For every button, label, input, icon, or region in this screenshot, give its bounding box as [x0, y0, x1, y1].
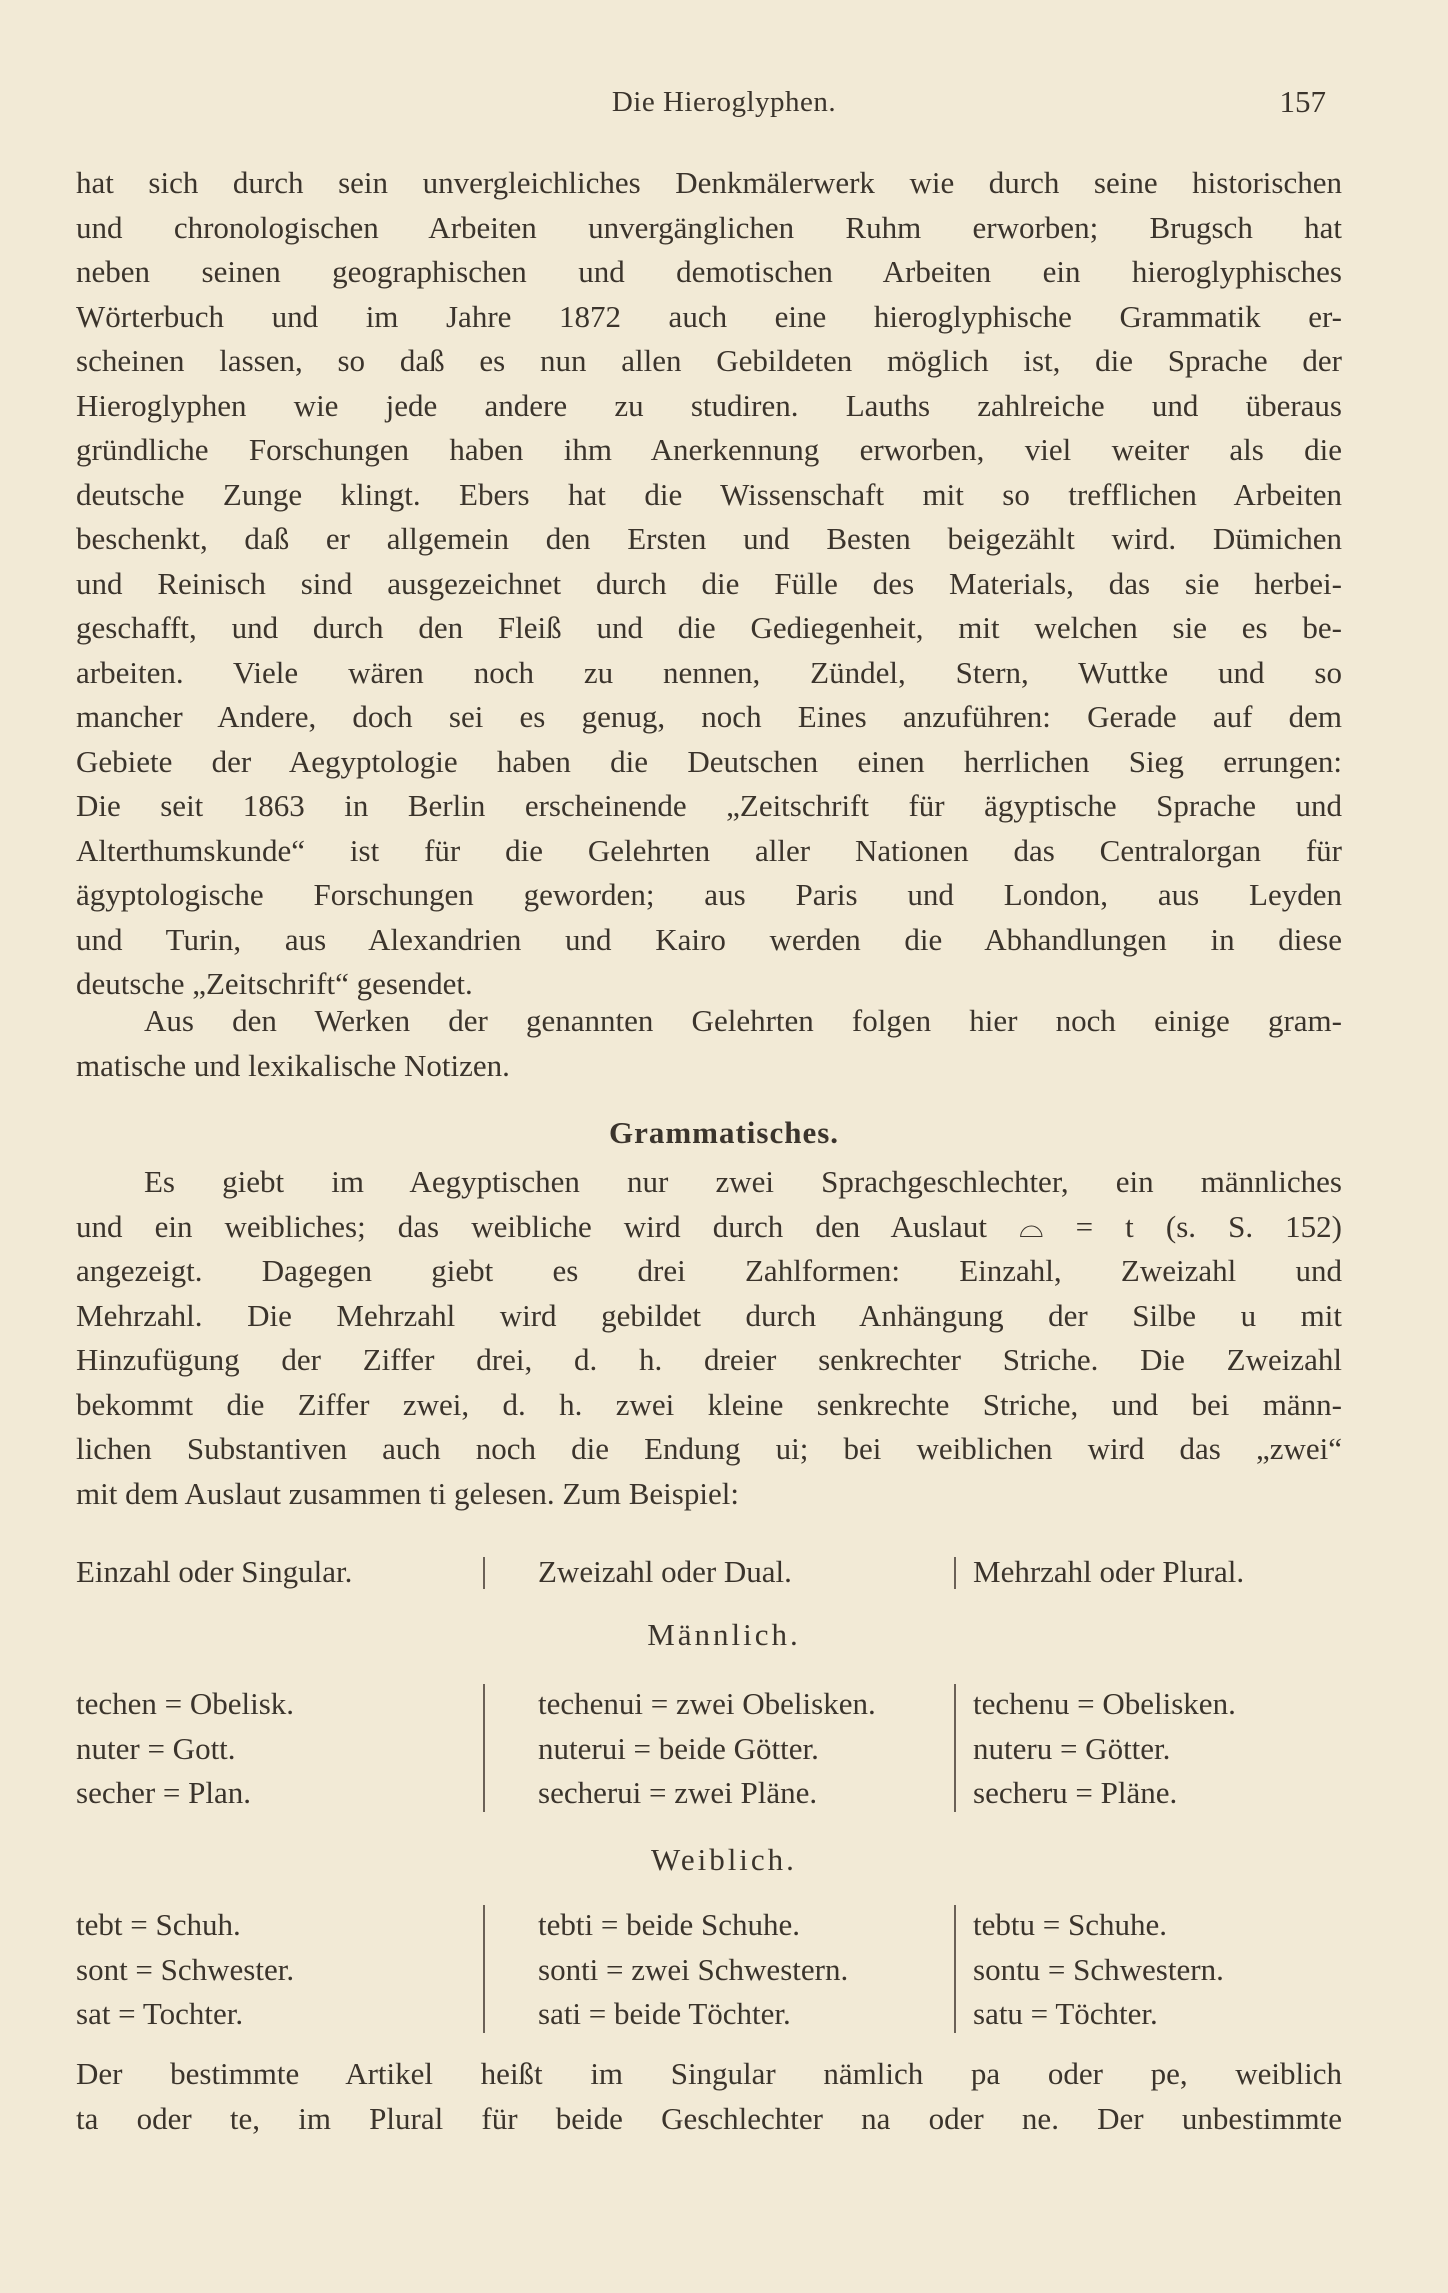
- text-line: Hieroglyphen wie jede andere zu studiren. Lauths zahlreiche und überaus: [76, 387, 1342, 423]
- text-line: lichen Substantiven auch noch die Endung ui; bei weiblichen wird das „zwei“: [76, 1431, 1342, 1466]
- text-line: ta oder te, im Plural für beide Geschlechter na oder ne. Der unbestimmte: [76, 2100, 1342, 2136]
- text-line: hat sich durch sein unvergleichliches Denkmälerwerk wie durch seine historischen: [76, 165, 1342, 200]
- column-divider: [954, 1684, 956, 1812]
- table-cell: techenu = Obelisken.: [973, 1686, 1236, 1721]
- paragraph-1: [76, 161, 1342, 1007]
- section-heading: Grammatisches.: [608, 1115, 840, 1150]
- table-cell: nuter = Gott.: [76, 1730, 236, 1766]
- table-cell: sat = Tochter.: [76, 1996, 244, 2031]
- masculine-label: Männlich.: [647, 1617, 801, 1652]
- feminine-plural-column: [973, 1903, 1224, 2037]
- text-line: mancher Andere, doch sei es genug, noch Eines anzuführen: Gerade auf dem: [76, 699, 1342, 734]
- text-line: bekommt die Ziffer zwei, d. h. zwei kleine senkrechte Striche, und bei männ-: [76, 1386, 1342, 1422]
- table-cell: satu = Töchter.: [973, 1996, 1158, 2031]
- text-line: und Turin, aus Alexandrien und Kairo werden die Abhandlungen in diese: [76, 921, 1342, 957]
- table-cell: nuteru = Götter.: [973, 1730, 1171, 1766]
- table-cell: tebtu = Schuhe.: [973, 1907, 1167, 1942]
- column-divider: [483, 1684, 485, 1812]
- text-line: und Reinisch sind ausgezeichnet durch die Fülle des Materials, das sie herbei-: [76, 565, 1342, 601]
- text-line: Alterthumskunde“ ist für die Gelehrten aller Nationen das Centralorgan für: [76, 832, 1342, 868]
- text-line: gründliche Forschungen haben ihm Anerkennung erworben, viel weiter als die: [76, 432, 1342, 467]
- text-line: mit dem Auslaut zusammen ti gelesen. Zum Beispiel:: [76, 1475, 739, 1511]
- feminine-dual-column: [538, 1903, 848, 2037]
- text-line: geschafft, und durch den Fleiß und die Gediegenheit, mit welchen sie es be-: [76, 610, 1342, 645]
- text-line: neben seinen geographischen und demotischen Arbeiten ein hieroglyphisches: [76, 254, 1342, 289]
- masculine-dual-column: [538, 1682, 876, 1816]
- text-line: Hinzufügung der Ziffer drei, d. h. dreier senkrechter Striche. Die Zweizahl: [76, 1342, 1342, 1377]
- table-cell: tebti = beide Schuhe.: [538, 1907, 800, 1942]
- text-line: beschenkt, daß er allgemein den Ersten und Besten beigezählt wird. Dümichen: [76, 521, 1342, 556]
- table-cell: secheru = Pläne.: [973, 1775, 1178, 1810]
- table-cell: sati = beide Töchter.: [538, 1996, 791, 2031]
- table-cell: sont = Schwester.: [76, 1951, 295, 1987]
- feminine-label: Weiblich.: [651, 1842, 797, 1877]
- feminine-singular-column: [76, 1903, 294, 2037]
- text-line: deutsche „Zeitschrift“ gesendet.: [76, 966, 473, 1001]
- table-cell: techenui = zwei Obelisken.: [538, 1686, 876, 1721]
- text-line: scheinen lassen, so daß es nun allen Gebildeten möglich ist, die Sprache der: [76, 343, 1342, 378]
- masculine-plural-column: [973, 1682, 1236, 1816]
- running-title: Die Hieroglyphen.: [611, 86, 837, 118]
- text-line: Der bestimmte Artikel heißt im Singular nämlich pa oder pe, weiblich: [76, 2056, 1342, 2091]
- column-divider: [483, 1905, 485, 2033]
- column-divider: [954, 1905, 956, 2033]
- text-line: arbeiten. Viele wären noch zu nennen, Zündel, Stern, Wuttke und so: [76, 654, 1342, 690]
- text-line: und ein weibliches; das weibliche wird durch den Auslaut ⌓ = t (s. S. 152): [76, 1208, 1342, 1244]
- text-line: deutsche Zunge klingt. Ebers hat die Wissenschaft mit so trefflichen Arbeiten: [76, 476, 1342, 512]
- column-header-plural: Mehrzahl oder Plural.: [973, 1554, 1245, 1589]
- table-cell: nuterui = beide Götter.: [538, 1730, 819, 1766]
- text-line: Die seit 1863 in Berlin erscheinende „Zeitschrift für ägyptische Sprache und: [76, 788, 1342, 823]
- table-cell: techen = Obelisk.: [76, 1686, 295, 1721]
- paragraph-4: [76, 2052, 1342, 2141]
- text-line: Aus den Werken der genannten Gelehrten folgen hier noch einige gram-: [144, 1003, 1342, 1038]
- text-line: angezeigt. Dagegen giebt es drei Zahlformen: Einzahl, Zweizahl und: [76, 1253, 1342, 1288]
- column-header-dual: Zweizahl oder Dual.: [538, 1554, 792, 1589]
- page-number: 157: [1279, 84, 1326, 119]
- text-line: Wörterbuch und im Jahre 1872 auch eine hieroglyphische Grammatik er-: [76, 298, 1342, 334]
- text-line: Gebiete der Aegyptologie haben die Deutschen einen herrlichen Sieg errungen:: [76, 743, 1342, 779]
- paragraph-3: [76, 1160, 1342, 1516]
- column-divider: [954, 1557, 956, 1589]
- text-line: matische und lexikalische Notizen.: [76, 1047, 510, 1083]
- table-cell: secher = Plan.: [76, 1775, 252, 1810]
- table-cell: secherui = zwei Pläne.: [538, 1775, 818, 1810]
- running-header: [0, 80, 1448, 124]
- table-cell: sonti = zwei Schwestern.: [538, 1951, 849, 1987]
- column-header-singular: Einzahl oder Singular.: [76, 1554, 353, 1589]
- text-line: Mehrzahl. Die Mehrzahl wird gebildet durch Anhängung der Silbe u mit: [76, 1297, 1342, 1333]
- paragraph-2: [76, 999, 1342, 1088]
- column-divider: [483, 1557, 485, 1589]
- text-line: und chronologischen Arbeiten unvergänglichen Ruhm erworben; Brugsch hat: [76, 209, 1342, 245]
- table-cell: sontu = Schwestern.: [973, 1951, 1224, 1987]
- text-line: ägyptologische Forschungen geworden; aus Paris und London, aus Leyden: [76, 877, 1342, 912]
- masculine-singular-column: [76, 1682, 294, 1816]
- table-cell: tebt = Schuh.: [76, 1907, 241, 1942]
- text-line: Es giebt im Aegyptischen nur zwei Sprachgeschlechter, ein männliches: [144, 1164, 1342, 1199]
